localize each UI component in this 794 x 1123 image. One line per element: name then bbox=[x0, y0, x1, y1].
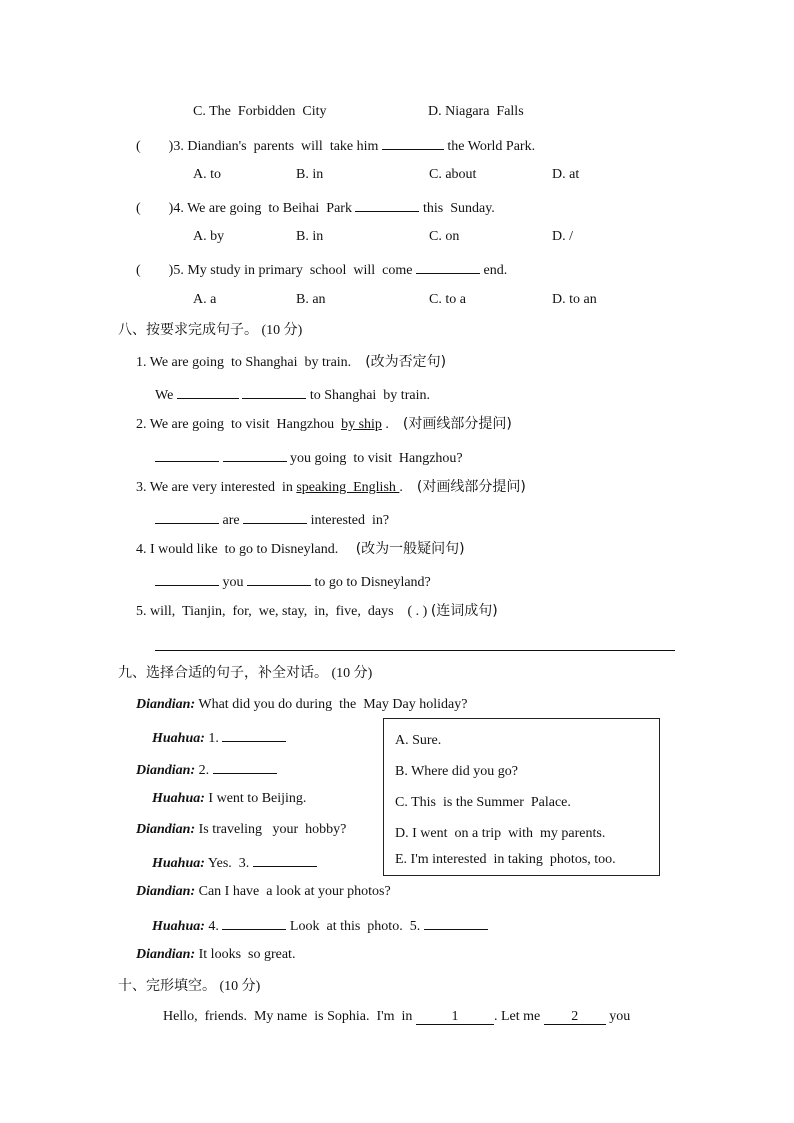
speaker-name: Diandian: bbox=[136, 822, 196, 837]
s8-q1-blank-2[interactable] bbox=[242, 385, 306, 399]
cloze-blank-2[interactable]: 2 bbox=[544, 1009, 606, 1025]
s8-q3-answer-post: interested in? bbox=[307, 513, 390, 528]
s8-q2-answer-post: you going to visit Hangzhou? bbox=[286, 451, 463, 466]
s8-q2-answer bbox=[155, 448, 463, 467]
dialogue-text: Is traveling your hobby? bbox=[195, 822, 347, 837]
q3-option-b: B. in bbox=[296, 167, 324, 182]
dialogue-text: I went to Beijing. bbox=[204, 791, 307, 806]
section-10-heading bbox=[118, 978, 260, 995]
q3-option-d: D. at bbox=[552, 167, 580, 182]
dialogue-line bbox=[152, 916, 488, 935]
q4-blank[interactable] bbox=[355, 198, 419, 212]
s8-q3-hint: (对画线部分提问) bbox=[416, 479, 526, 495]
cloze-passage bbox=[163, 1009, 630, 1025]
s8-q3-answer bbox=[155, 510, 389, 529]
dialogue-text: Can I have a look at your photos? bbox=[195, 884, 391, 899]
answer-paren[interactable]: ( ) bbox=[136, 139, 174, 154]
s8-q2-hint: (对画线部分提问) bbox=[402, 416, 512, 432]
dialogue-text: Yes. 3. bbox=[204, 856, 253, 871]
s8-q3 bbox=[136, 479, 526, 496]
s8-q4-blank-2[interactable] bbox=[247, 572, 311, 586]
dialogue-line bbox=[152, 791, 306, 807]
section-9-title: 九、选择合适的句子，补全对话。 bbox=[118, 665, 328, 681]
dialogue-blank-4[interactable] bbox=[222, 916, 286, 930]
s8-q2-text-post: . bbox=[381, 417, 389, 432]
q3-text-after: the World Park. bbox=[443, 139, 536, 154]
q5-option-b: B. an bbox=[296, 292, 326, 307]
q4-option-a: A. by bbox=[193, 229, 225, 244]
answer-paren[interactable]: ( ) bbox=[136, 263, 174, 278]
q4-text-after: this Sunday. bbox=[419, 201, 495, 216]
s8-q2 bbox=[136, 416, 512, 433]
dialogue-text: It looks so great. bbox=[195, 947, 296, 962]
q5-text-after: end. bbox=[479, 263, 508, 278]
cloze-blank-1[interactable]: 1 bbox=[416, 1009, 494, 1025]
s8-q2-text: 2. We are going to visit Hangzhou bbox=[136, 417, 342, 432]
s8-q1-hint: (改为否定句) bbox=[365, 354, 447, 370]
q3-question bbox=[136, 136, 535, 155]
section-9-heading bbox=[118, 665, 372, 682]
dialogue-text-2: Look at this photo. 5. bbox=[286, 919, 424, 934]
section-8-heading bbox=[118, 322, 302, 339]
s8-q1-answer bbox=[155, 385, 430, 404]
s8-q1 bbox=[136, 354, 446, 371]
dialogue-blank-5[interactable] bbox=[424, 916, 488, 930]
s8-q1-text: 1. We are going to Shanghai by train. bbox=[136, 355, 352, 370]
s8-q3-text: 3. We are very interested in bbox=[136, 480, 297, 495]
cloze-text-2: . Let me bbox=[493, 1009, 544, 1024]
q4-option-d: D. / bbox=[552, 229, 573, 244]
s8-q5-text: 5. will, Tianjin, for, we, stay, in, five, days ( . ) bbox=[136, 604, 428, 619]
s8-q3-text-post: . bbox=[399, 480, 403, 495]
dialogue-text: 2. bbox=[195, 763, 213, 778]
cloze-text-1: Hello, friends. My name is Sophia. I'm in bbox=[163, 1009, 416, 1024]
section-8-score: (10 分) bbox=[261, 323, 303, 338]
section-10-score: (10 分) bbox=[219, 979, 261, 994]
option-d: D. I went on a trip with my parents. bbox=[395, 826, 606, 841]
s8-q4-text: 4. I would like to go to Disneyland. bbox=[136, 542, 339, 557]
speaker-name: Huahua: bbox=[152, 791, 205, 806]
speaker-name: Diandian: bbox=[136, 763, 196, 778]
s8-q1-answer-post: to Shanghai by train. bbox=[306, 388, 430, 403]
q3-blank[interactable] bbox=[382, 136, 444, 150]
s8-q2-blank-1[interactable] bbox=[155, 448, 219, 462]
s8-q4-blank-1[interactable] bbox=[155, 572, 219, 586]
s8-q2-blank-2[interactable] bbox=[223, 448, 287, 462]
q5-option-d: D. to an bbox=[552, 292, 597, 307]
speaker-name: Huahua: bbox=[152, 856, 205, 871]
dialogue-line bbox=[136, 697, 467, 713]
speaker-name: Huahua: bbox=[152, 919, 205, 934]
s8-q3-underlined: speaking English bbox=[296, 480, 400, 495]
dialogue-text: What did you do during the May Day holiday? bbox=[195, 697, 468, 712]
option-c: C. This is the Summer Palace. bbox=[395, 795, 571, 810]
dialogue-blank-1[interactable] bbox=[222, 728, 286, 742]
q3-option-a: A. to bbox=[193, 167, 221, 182]
cloze-text-3: you bbox=[605, 1009, 631, 1024]
q4-option-b: B. in bbox=[296, 229, 324, 244]
section-9-score: (10 分) bbox=[331, 666, 373, 681]
s8-q4 bbox=[136, 541, 465, 558]
q4-text-before: 4. We are going to Beihai Park bbox=[173, 201, 356, 216]
speaker-name: Diandian: bbox=[136, 884, 196, 899]
dialogue-blank-2[interactable] bbox=[213, 760, 277, 774]
section-10-title: 十、完形填空。 bbox=[118, 978, 216, 994]
s8-q4-answer-mid: you bbox=[219, 575, 247, 590]
answer-paren[interactable]: ( ) bbox=[136, 201, 174, 216]
dialogue-line bbox=[152, 728, 286, 747]
speaker-name: Diandian: bbox=[136, 697, 196, 712]
option-e: E. I'm interested in taking photos, too. bbox=[395, 852, 616, 867]
dialogue-line bbox=[136, 947, 295, 963]
s8-q4-hint: (改为一般疑问句) bbox=[355, 541, 465, 557]
s8-q5 bbox=[136, 603, 498, 620]
q5-option-c: C. to a bbox=[429, 292, 466, 307]
s8-q5-hint: (连词成句) bbox=[430, 603, 498, 619]
s8-q3-answer-mid: are bbox=[219, 513, 244, 528]
section-8-title: 八、按要求完成句子。 bbox=[118, 322, 258, 338]
q5-text-before: 5. My study in primary school will come bbox=[173, 263, 416, 278]
s8-q4-answer bbox=[155, 572, 431, 591]
options-box bbox=[383, 718, 660, 876]
s8-q2-underlined: by ship bbox=[341, 417, 382, 432]
q4-question bbox=[136, 198, 495, 217]
q5-question bbox=[136, 260, 507, 279]
dialogue-text: 4. bbox=[204, 919, 223, 934]
dialogue-line bbox=[136, 822, 346, 838]
speaker-name: Diandian: bbox=[136, 947, 196, 962]
q5-option-a: A. a bbox=[193, 292, 217, 307]
dialogue-line bbox=[136, 884, 391, 900]
s8-q1-blank-1[interactable] bbox=[177, 385, 239, 399]
s8-q4-answer-post: to go to Disneyland? bbox=[311, 575, 431, 590]
s8-q3-blank-2[interactable] bbox=[243, 510, 307, 524]
dialogue-line bbox=[136, 760, 277, 779]
speaker-name: Huahua: bbox=[152, 731, 205, 746]
q4-option-c: C. on bbox=[429, 229, 460, 244]
q5-blank[interactable] bbox=[416, 260, 480, 274]
dialogue-text: 1. bbox=[204, 731, 223, 746]
option-b: B. Where did you go? bbox=[395, 764, 518, 779]
s8-q1-answer-pre: We bbox=[155, 388, 177, 403]
q3-text-before: 3. Diandian's parents will take him bbox=[173, 139, 382, 154]
dialogue-blank-3[interactable] bbox=[253, 853, 317, 867]
q3-option-c: C. about bbox=[429, 167, 477, 182]
s8-q5-answer-line[interactable] bbox=[155, 650, 675, 651]
dialogue-line bbox=[152, 853, 317, 872]
q2-option-d: D. Niagara Falls bbox=[428, 104, 524, 119]
s8-q3-blank-1[interactable] bbox=[155, 510, 219, 524]
q2-option-c: C. The Forbidden City bbox=[193, 104, 327, 119]
option-a: A. Sure. bbox=[395, 733, 442, 748]
